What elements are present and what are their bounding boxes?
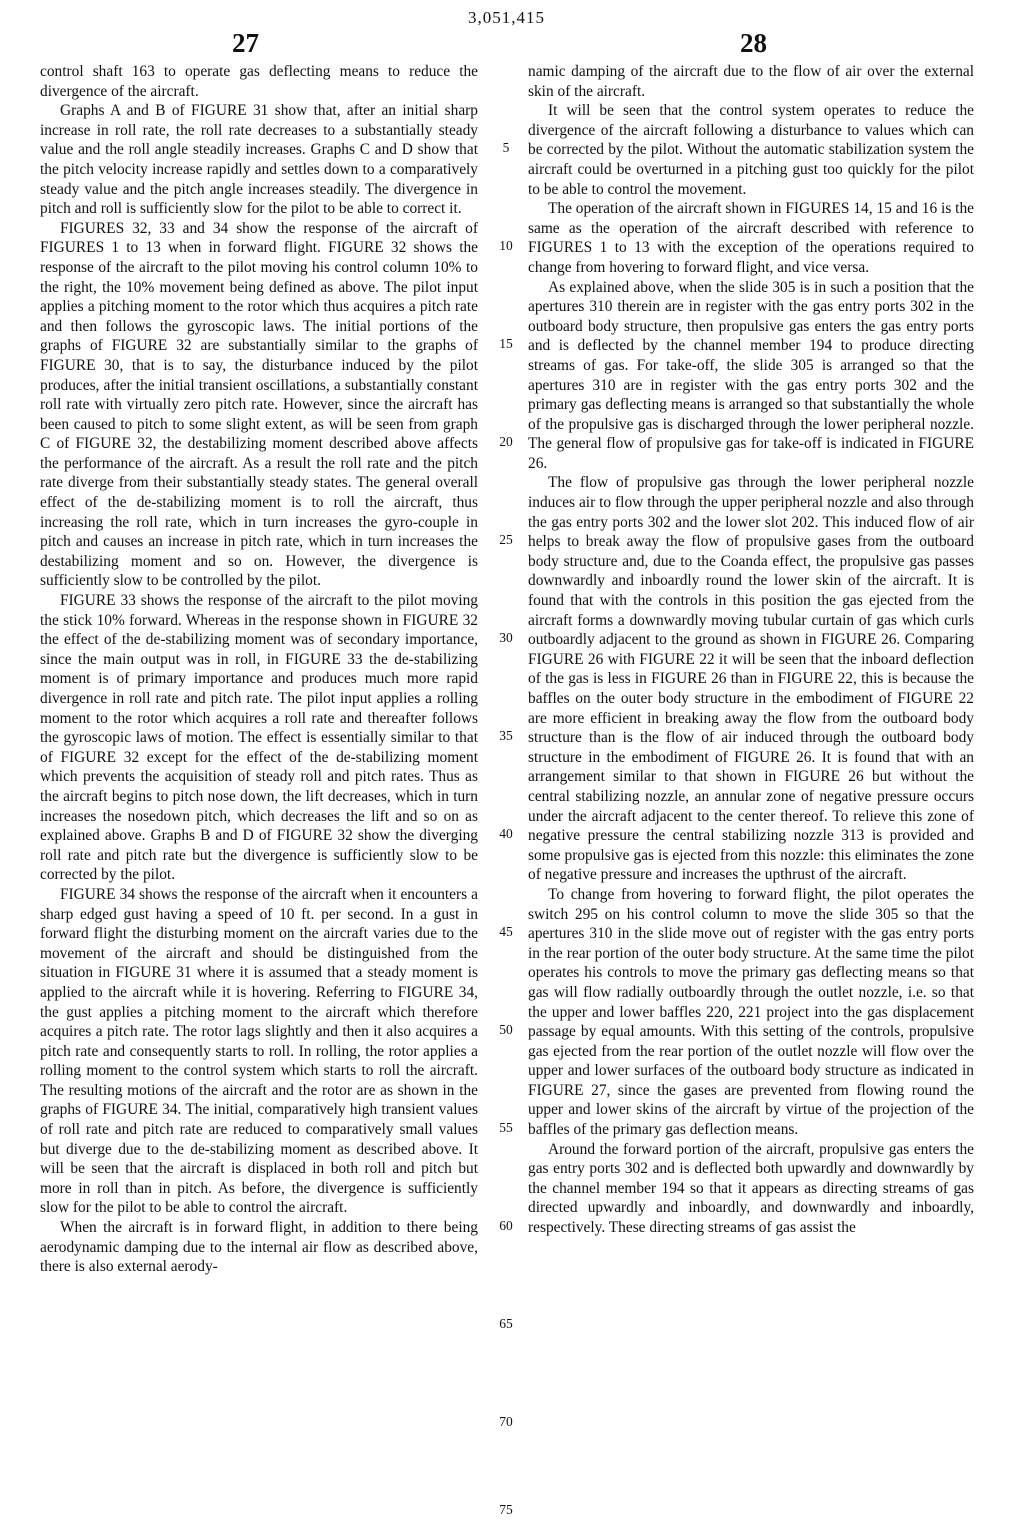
paragraph: When the aircraft is in forward flight, in addition to there being aerodynamic damping due to the internal air flow as described above, there is also external aerody-	[40, 1219, 478, 1276]
line-number: 35	[499, 728, 513, 743]
line-number: 60	[499, 1218, 513, 1233]
line-number: 65	[499, 1316, 513, 1331]
line-number: 50	[499, 1022, 513, 1037]
paragraph: Graphs A and B of FIGURE 31 show that, after an initial sharp increase in roll rate, the roll rate decreases to a substantially steady value and the roll angle steadily increases. Graphs C and D show that the pitch velocity increase rapidly and settles down to a comparatively steady value and the pitch angle increases steadily. The divergence in pitch and roll is sufficiently slow for the pilot to be able to correct it.	[40, 102, 478, 218]
paragraph: FIGURES 32, 33 and 34 show the response of the aircraft of FIGURES 1 to 13 when in forward flight. FIGURE 32 shows the response of the aircraft to the pilot moving his control column 10% to the right, the 10% movement being defined as above. The pilot input applies a pitching moment to the rotor which thus acquires a pitch rate and then follows the gyroscopic laws. The initial portions of the graphs of FIGURE 32 are substantially similar to the graphs of FIGURE 30, that is to say, the disturbance induced by the pilot produces, after the initial transient oscillations, a substantially constant roll rate with virtually zero pitch rate. However, since the aircraft has been caused to pitch to some slight extent, as will be seen from graph C of FIGURE 32, the destabilizing moment described above affects the performance of the aircraft. As a result the roll rate and the pitch rate diverge from their substantially steady states. The general overall effect of the de-stabilizing moment is to roll the aircraft, thus increasing the roll rate, which in turn increases the gyro-couple in pitch and causes an increase in pitch rate, which in turn increases the destabilizing moment and so on. However, the divergence is sufficiently slow to be controlled by the pilot.	[40, 219, 478, 590]
paragraph: namic damping of the aircraft due to the flow of air over the external skin of the aircraft.	[528, 63, 974, 100]
left-page-number: 27	[232, 28, 259, 58]
paragraph: The flow of propulsive gas through the lower peripheral nozzle induces air to flow through the upper peripheral nozzle and also through the gas entry ports 302 and the lower slot 202. This induced flow of air helps to break away the flow of propulsive gases from the outboard body structure and, due to the Coanda effect, the propulsive gas passes downwardly and inboardly round the lower skin of the aircraft. It is found that with the controls in this position the gas ejected from the aircraft forms a downwardly moving tubular curtain of gas which curls outboardly adjacent to the ground as shown in FIGURE 26. Comparing FIGURE 26 with FIGURE 22 it will be seen that the inboard deflection of the gas is less in FIGURE 26 than in FIGURE 22, this is because the baffles on the outer body structure in the embodiment of FIGURE 22 are more efficient in breaking away the flow from the outboard body structure than is the flow of air induced through the outboard body structure in the embodiment of FIGURE 26. It is found that with an arrangement similar to that shown in FIGURE 26 but without the central stabilizing nozzle, an annular zone of negative pressure occurs under the aircraft adjacent to the center thereof. To relieve this zone of negative pressure the central stabilizing nozzle 313 is provided and some propulsive gas is ejected from this nozzle: this eliminates the zone of negative pressure and increases the upthrust of the aircraft.	[528, 474, 974, 884]
line-number: 5	[502, 140, 510, 155]
line-number: 40	[499, 826, 513, 841]
paragraph: Around the forward portion of the aircraft, propulsive gas enters the gas entry ports 302 and is deflected both upwardly and downwardly by the channel member 194 so that it appears as directing streams of gas directed upwardly and inboardly, and downwardly and inboardly, respectively. These directing streams of gas assist the	[528, 1140, 974, 1237]
paragraph: FIGURE 34 shows the response of the aircraft when it encounters a sharp edged gust having a speed of 10 ft. per second. In a gust in forward flight the disturbing moment on the aircraft varies due to the movement of the aircraft and should be distinguished from the situation in FIGURE 31 where it is assumed that a steady moment is applied to the aircraft while it is hovering. Referring to FIGURE 34, the gust applies a pitching moment to the aircraft which therefore acquires a pitch rate. The rotor lags slightly and then it also acquires a pitch rate and consequently starts to roll. In rolling, the rotor applies a rolling moment to the control system which starts to roll the aircraft. The resulting motions of the aircraft and the rotor are as shown in the graphs of FIGURE 34. The initial, comparatively high transient values of roll rate and pitch rate are reduced to comparatively small values but diverge due to the de-stabilizing moment as described above. It will be seen that the aircraft is displaced in both roll and pitch but more in roll than in pitch. As before, the divergence is sufficiently slow for the pilot to be able to control the aircraft.	[40, 885, 478, 1217]
paragraph: The operation of the aircraft shown in FIGURES 14, 15 and 16 is the same as the operation of the aircraft described with reference to FIGURES 1 to 13 with the exception of the operations required to change from hovering to forward flight, and vice versa.	[528, 200, 974, 276]
line-number: 10	[499, 238, 513, 253]
line-number: 70	[499, 1414, 513, 1429]
paragraph: To change from hovering to forward flight, the pilot operates the switch 295 on his control column to move the slide 305 so that the apertures 310 in the slide move out of register with the gas entry ports in the rear portion of the outer body structure. At the same time the pilot operates his controls to move the primary gas deflecting means so that gas will flow radially outboardly through the outlet nozzle, i.e. so that the upper and lower baffles 220, 221 project into the gas displacement passage by equal amounts. With this setting of the controls, propulsive gas ejected from the rear portion of the outlet nozzle will flow over the upper and lower surfaces of the outboard body structure as indicated in FIGURE 27, since the gases are prevented from flowing round the upper and lower skins of the aircraft by virtue of the projection of the baffles of the primary gas deflection means.	[528, 885, 974, 1139]
left-column	[40, 62, 478, 1277]
paragraph: It will be seen that the control system operates to reduce the divergence of the aircraft following a disturbance to values which can be corrected by the pilot. Without the automatic stabilization system the aircraft could be overturned in a pitching gust too quickly for the pilot to be able to control the movement.	[528, 102, 974, 198]
line-number: 75	[499, 1502, 513, 1517]
paragraph: control shaft 163 to operate gas deflecting means to reduce the divergence of the aircraft.	[40, 63, 478, 100]
right-page-number: 28	[740, 28, 767, 58]
paragraph: FIGURE 33 shows the response of the aircraft to the pilot moving the stick 10% forward. Whereas in the response shown in FIGURE 32 the effect of the de-stabilizing moment was of secondary importance, since the main output was in roll, in FIGURE 33 the de-stabilizing moment is of primary importance and produces much more rapid divergence in roll rate and pitch rate. The pilot input applies a rolling moment to the rotor which acquires a roll rate and thereafter follows the gyroscopic laws of motion. The effect is essentially similar to that of FIGURE 32 except for the effect of the de-stabilizing moment which prevents the acquisition of steady roll and pitch rates. Thus as the aircraft begins to pitch nose down, the lift decreases, which in turn increases the nosedown pitch, which decreases the lift and so on as explained above. Graphs B and D of FIGURE 32 show the diverging roll rate and pitch rate but the divergence is sufficiently slow to be corrected by the pilot.	[40, 592, 478, 884]
line-number: 25	[499, 532, 513, 547]
right-column	[528, 62, 974, 1238]
line-number: 55	[499, 1120, 513, 1135]
page-header	[0, 0, 1013, 62]
line-number: 30	[499, 630, 513, 645]
paragraph: As explained above, when the slide 305 is in such a position that the apertures 310 therein are in register with the gas entry ports 302 in the outboard body structure, then propulsive gas enters the gas entry ports and is deflected by the channel member 194 to produce directing streams of gas. For take-off, the slide 305 is arranged so that the apertures 310 are in register with the gas entry ports 302 and the primary gas deflecting means is arranged so that substantially the whole of the propulsive gas is discharged through the lower peripheral nozzle. The general flow of propulsive gas for take-off is indicated in FIGURE 26.	[528, 278, 974, 472]
line-number: 45	[499, 924, 513, 939]
patent-number: 3,051,415	[468, 8, 545, 27]
line-number: 20	[499, 434, 513, 449]
line-number: 15	[499, 336, 513, 351]
